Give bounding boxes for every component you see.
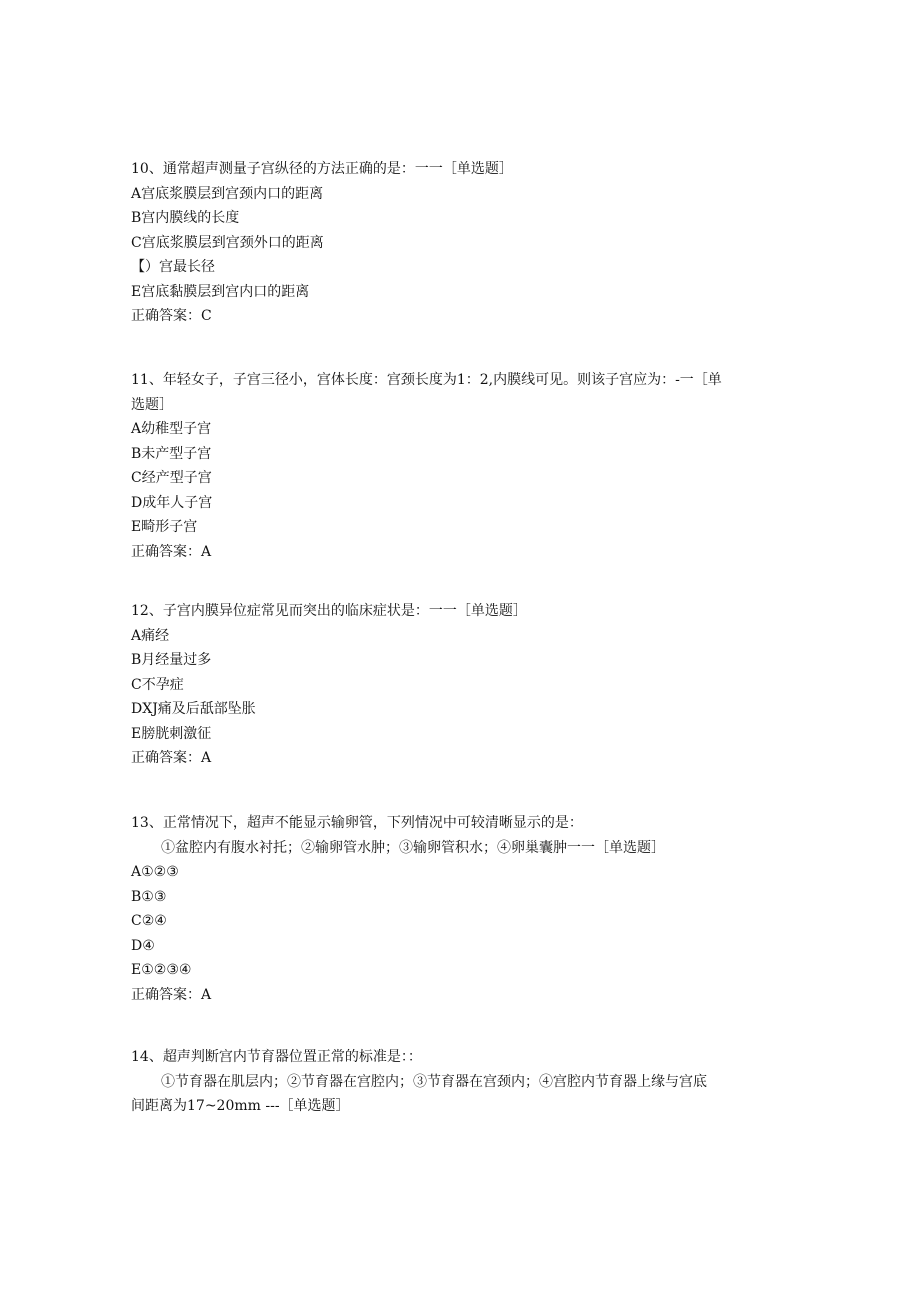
question-12 [131, 599, 791, 771]
option-c: C②④ [131, 913, 167, 929]
option-b: B未产型子宫 [131, 445, 212, 462]
correct-answer: 正确答案：A [131, 750, 212, 766]
option-e: E膀胱刺激征 [131, 725, 212, 742]
option-e: E宫底黏膜层到宫内口的距离 [131, 283, 310, 300]
option-e: E①②③④ [131, 962, 192, 978]
correct-answer: 正确答案：A [131, 543, 212, 560]
option-c: C不孕症 [131, 676, 184, 693]
question-stem-continued: 间距离为17~20mm ---［单选题］ [131, 1098, 350, 1114]
option-a: A宫底浆膜层到宫颈内口的距离 [131, 185, 324, 202]
question-11 [131, 368, 791, 564]
question-stem: 10、通常超声测量子宫纵径的方法正确的是：一一［单选题］ [131, 161, 513, 177]
option-a: A痛经 [131, 627, 170, 644]
question-stem-conditions: ①盆腔内有腹水衬托；②输卵管水肿；③输卵管积水；④卵巢囊肿一一［单选题］ [161, 839, 665, 856]
option-c: C经产型子宫 [131, 470, 212, 486]
option-b: B月经量过多 [131, 652, 212, 668]
option-d: DXJ痛及后舐部坠胀 [131, 701, 256, 717]
option-a: A①②③ [131, 864, 179, 880]
correct-answer: 正确答案：C [131, 308, 212, 324]
question-stem-continued: 选题］ [131, 396, 173, 413]
question-stem: 11、年轻女子，子宫三径小，宫体长度：宫颈长度为1：2,内膜线可见。则该子宫应为：-一［单 [131, 372, 722, 388]
question-stem-conditions: ①节育器在肌层内；②节育器在宫腔内；③节育器在宫颈内；④宫腔内节育器上缘与宫底 [161, 1073, 707, 1090]
option-b: B①③ [131, 888, 167, 905]
question-stem: 12、子宫内膜异位症常见而突出的临床症状是：一一［单选题］ [131, 603, 527, 619]
question-13 [131, 811, 791, 1007]
question-stem: 13、正常情况下，超声不能显示输卵管，下列情况中可较清晰显示的是： [131, 815, 583, 831]
option-e: E畸形子宫 [131, 519, 198, 535]
option-d: D成年人子宫 [131, 494, 213, 511]
correct-answer: 正确答案：A [131, 986, 212, 1003]
option-c: C宫底浆膜层到宫颈外口的距离 [131, 234, 324, 251]
option-a: A幼稚型子宫 [131, 421, 212, 437]
question-stem: 14、超声判断宫内节育器位置正常的标准是：： [131, 1049, 422, 1065]
option-b: B宫内膜线的长度 [131, 210, 240, 226]
question-10 [131, 157, 791, 329]
option-d: D④ [131, 937, 155, 954]
option-d: 【）宫最长径 [131, 259, 215, 275]
question-14 [131, 1045, 791, 1119]
